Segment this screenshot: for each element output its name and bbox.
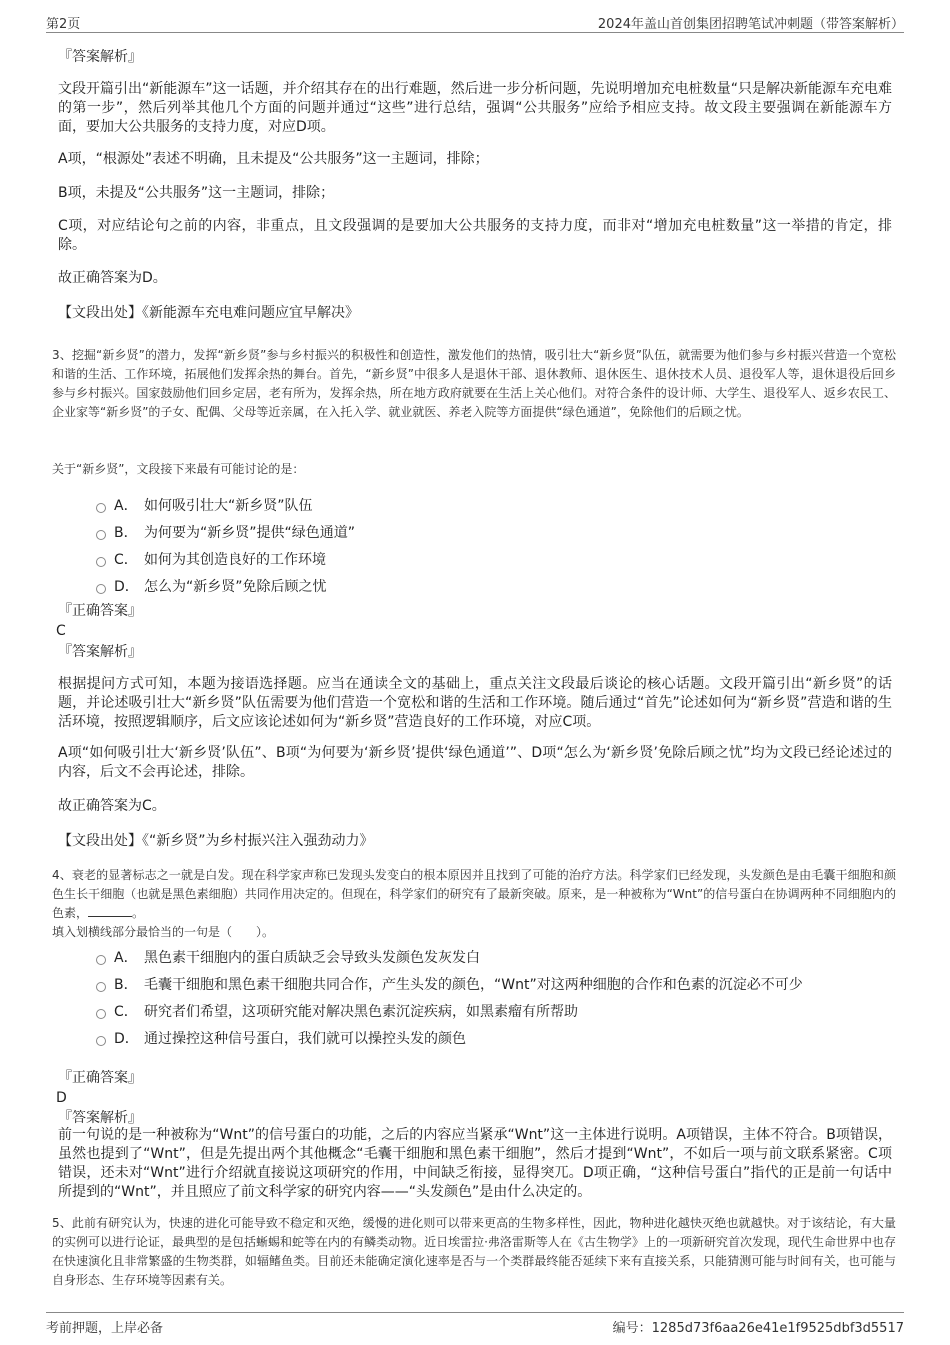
document-id <box>613 1317 904 1336</box>
q3-question: 关于“新乡贤”，文段接下来最有可能讨论的是： <box>52 462 305 476</box>
option-key: C． <box>114 1004 138 1020</box>
q4-answer-label: 『正确答案』 <box>58 1070 142 1086</box>
option-key: B． <box>114 977 138 993</box>
radio-icon[interactable] <box>96 557 106 567</box>
q2-analysis-label: 『答案解析』 <box>58 49 142 65</box>
radio-icon[interactable] <box>96 503 106 513</box>
q3-option[interactable] <box>56 524 856 551</box>
q3-stem: 3、挖掘“新乡贤”的潜力，发挥“新乡贤”参与乡村振兴的积极性和创造性，激发他们的热情，吸引壮大“新乡贤”队伍，就需要为他们参与乡村振兴营造一个宽松和谐的生活、工作环境，拓展他们发挥余热的舞台。首先，“新乡贤”中很多人是退休干部、退休教师、退休医生、退休技术人员、退役军人等，退休退役后回乡参与乡村振兴。国家鼓励他们回乡定居，老有所为，发挥余热，所在地方政府就要在生活上关心他们。对符合条件的设计师、大学生、退役军人、返乡农民工、企业家等“新乡贤”的子女、配偶、父母等近亲属，在入托入学、就业就医、养老入院等方面提供“绿色通道”，免除他们的后顾之忧。 <box>52 348 896 419</box>
q3-options <box>56 497 856 605</box>
q4-analysis-label: 『答案解析』 <box>58 1110 142 1126</box>
q3-option[interactable] <box>56 497 856 524</box>
q3-analysis-label: 『答案解析』 <box>58 644 142 660</box>
q2-source: 【文段出处】《新能源车充电难问题应宜早解决》 <box>58 305 359 321</box>
option-text: 为何要为“新乡贤”提供“绿色通道” <box>144 525 356 541</box>
option-text: 如何吸引壮大“新乡贤”队伍 <box>144 498 313 514</box>
option-text: 如何为其创造良好的工作环境 <box>144 552 326 568</box>
q4-options <box>56 949 898 1057</box>
document-id-value: 1285d73f6aa26e41e1f9525dbf3d5517 <box>651 1321 904 1336</box>
page-footer <box>46 1312 904 1335</box>
page-header <box>46 10 904 33</box>
radio-icon[interactable] <box>96 1036 106 1046</box>
q4-option[interactable] <box>56 1003 898 1030</box>
q3-analysis-paragraph-2: A项“如何吸引壮大‘新乡贤’队伍”、B项“为何要为‘新乡贤’提供‘绿色通道’”、D项“怎么为‘新乡贤’免除后顾之忧”均为文段已经论述过的内容，后文不会再论述，排除。 <box>58 745 892 780</box>
q2-conclusion: 故正确答案为D。 <box>58 270 167 286</box>
q3-answer-label: 『正确答案』 <box>58 603 142 619</box>
q3-conclusion: 故正确答案为C。 <box>58 798 166 814</box>
q3-answer: C <box>56 623 66 639</box>
q4-instruction: 填入划横线部分最恰当的一句是（ ）。 <box>52 925 275 939</box>
q3-source: 【文段出处】《“新乡贤”为乡村振兴注入强劲动力》 <box>58 833 374 849</box>
option-text: 黑色素干细胞内的蛋白质缺乏会导致头发颜色发灰发白 <box>144 950 480 966</box>
option-text: 怎么为“新乡贤”免除后顾之忧 <box>144 579 327 595</box>
q4-answer: D <box>56 1090 67 1106</box>
fill-blank <box>88 906 132 917</box>
radio-icon[interactable] <box>96 1009 106 1019</box>
q3-analysis-paragraph: 根据提问方式可知，本题为接语选择题。应当在通读全文的基础上，重点关注文段最后谈论的核心话题。文段开篇引出“新乡贤”的话题，并论述吸引壮大“新乡贤”队伍需要为他们营造一个宽松和谐的生活和工作环境。随后通过“首先”论述如何为“新乡贤”营造和谐的生活环境，按照逻辑顺序，后文应该论述如何为“新乡贤”营造良好的工作环境，对应C项。 <box>58 676 892 730</box>
q4-option[interactable] <box>56 976 898 1003</box>
q2-analysis-option-c: C项，对应结论句之前的内容，非重点，且文段强调的是要加大公共服务的支持力度，而非对“增加充电桩数量”这一举措的肯定，排除。 <box>58 218 892 253</box>
q5-stem: 5、此前有研究认为，快速的进化可能导致不稳定和灭绝，缓慢的进化则可以带来更高的生物多样性，因此，物种进化越快灭绝也就越快。对于该结论，有大量的实例可以进行论证，最典型的是包括蜥蜴和蛇等在内的有鳞类动物。近日埃雷拉·弗洛雷斯等人在《古生物学》上的一项新研究首次发现，现代生命世界中也存在快速演化且非常繁盛的生物类群，如辐鳍鱼类。目前还未能确定演化速率是否与一个类群最终能否延续下来有直接关系，只能猜测可能与时间有关，也可能与自身形态、生存环境等因素有关。 <box>52 1216 896 1287</box>
q3-option[interactable] <box>56 578 856 605</box>
option-key: C． <box>114 552 138 568</box>
document-title: 2024年盖山首创集团招聘笔试冲刺题（带答案解析） <box>597 17 904 32</box>
page-number: 第2页 <box>46 17 81 32</box>
option-key: A． <box>114 950 138 966</box>
q2-analysis-option-a: A项，“根源处”表述不明确，且未提及“公共服务”这一主题词，排除； <box>58 151 489 167</box>
radio-icon[interactable] <box>96 530 106 540</box>
q4-analysis-paragraph: 前一句说的是一种被称为“Wnt”的信号蛋白的功能，之后的内容应当紧承“Wnt”这一主体进行说明。A项错误，主体不符合。B项错误，虽然也提到了“Wnt”，但是先提出两个其他概念“毛囊干细胞和黑色素干细胞”，然后才提到“Wnt”，不如后一项与前文联系紧密。C项错误，还未对“Wnt”进行介绍就直接说这项研究的作用，中间缺乏衔接，显得突兀。D项正确，“这种信号蛋白”指代的正是前一句话中所提到的“Wnt”，并且照应了前文科学家的研究内容——“头发颜色”是由什么决定的。 <box>58 1127 892 1200</box>
option-key: D． <box>114 1031 139 1047</box>
option-text: 通过操控这种信号蛋白，我们就可以操控头发的颜色 <box>144 1031 466 1047</box>
option-text: 毛囊干细胞和黑色素干细胞共同合作，产生头发的颜色，“Wnt”对这两种细胞的合作和色素的沉淀必不可少 <box>144 977 803 993</box>
option-key: B． <box>114 525 138 541</box>
radio-icon[interactable] <box>96 982 106 992</box>
option-text: 研究者们希望，这项研究能对解决黑色素沉淀疾病，如黑素瘤有所帮助 <box>144 1004 578 1020</box>
option-key: D． <box>114 579 139 595</box>
radio-icon[interactable] <box>96 955 106 965</box>
q4-stem <box>52 866 896 923</box>
document-id-label: 编号： <box>612 1321 652 1336</box>
radio-icon[interactable] <box>96 584 106 594</box>
q4-option[interactable] <box>56 1030 898 1057</box>
q4-stem-end: 。 <box>132 906 145 920</box>
footer-slogan: 考前押题，上岸必备 <box>46 1321 164 1336</box>
q3-option[interactable] <box>56 551 856 578</box>
q2-analysis-option-b: B项，未提及“公共服务”这一主题词，排除； <box>58 185 335 201</box>
option-key: A． <box>114 498 138 514</box>
q4-option[interactable] <box>56 949 898 976</box>
q4-stem-text: 4、衰老的显著标志之一就是白发。现在科学家声称已发现头发变白的根本原因并且找到了可能的治疗方法。科学家们已经发现，头发颜色是由毛囊干细胞和颜色生长干细胞（也就是黑色素细胞）共同作用决定的。但现在，科学家们的研究有了最新突破。原来，是一种被称为“Wnt”的信号蛋白在协调两种不同细胞内的色素， <box>52 868 896 920</box>
q2-analysis-paragraph: 文段开篇引出“新能源车”这一话题，并介绍其存在的出行难题，然后进一步分析问题，先说明增加充电桩数量“只是解决新能源车充电难的第一步”，然后列举其他几个方面的问题并通过“这些”进行总结，强调“公共服务”应给予相应支持。故文段主要强调在新能源车方面，要加大公共服务的支持力度，对应D项。 <box>58 81 892 135</box>
